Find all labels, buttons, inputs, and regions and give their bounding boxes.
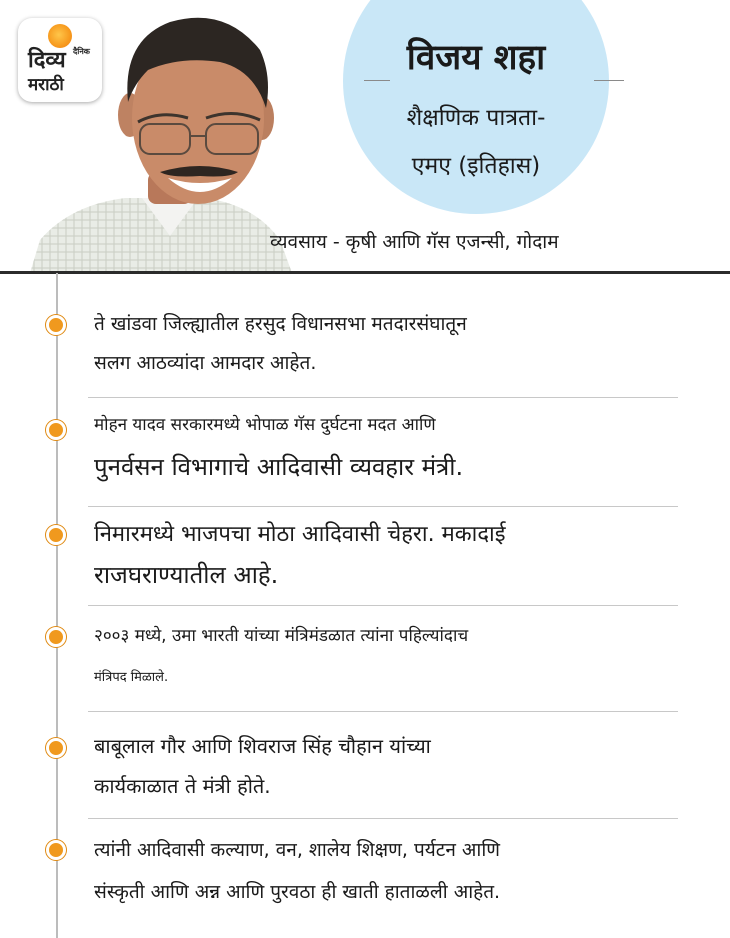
header-divider: [0, 271, 730, 274]
item-separator: [88, 397, 678, 398]
bullet-dot-icon: [46, 627, 66, 647]
timeline-item-line1: ते खांडवा जिल्ह्यातील हरसुद विधानसभा मतदारसंघातून: [94, 313, 467, 335]
timeline-item-line2: राजघराण्यातील आहे.: [94, 561, 279, 589]
timeline-item-line2: पुनर्वसन विभागाचे आदिवासी व्यवहार मंत्री.: [94, 453, 464, 481]
profile-header: [0, 0, 730, 273]
timeline-item-line1: निमारमध्ये भाजपचा मोठा आदिवासी चेहरा. मकादाई: [94, 522, 506, 547]
timeline-item-line2: मंत्रिपद मिळाले.: [94, 670, 169, 685]
education-label: शैक्षणिक पात्रता-: [406, 105, 546, 131]
timeline-item: [0, 607, 730, 712]
logo-line2: मराठी: [28, 75, 64, 95]
timeline-item: [0, 712, 730, 820]
bullet-dot-icon: [46, 525, 66, 545]
timeline-item: [0, 400, 730, 510]
logo-line1: दिव्य: [28, 48, 66, 73]
timeline-item-line2: सलग आठव्यांदा आमदार आहेत.: [94, 352, 317, 374]
timeline-item-line2: संस्कृती आणि अन्न आणि पुरवठा ही खाती हाताळली आहेत.: [94, 881, 501, 903]
timeline-item-line1: त्यांनी आदिवासी कल्याण, वन, शालेय शिक्षण, पर्यटन आणि: [94, 839, 501, 861]
portrait-photo: [30, 0, 300, 273]
timeline-item: [0, 300, 730, 400]
item-separator: [88, 818, 678, 819]
bullet-dot-icon: [46, 840, 66, 860]
timeline-item-line1: बाबूलाल गौर आणि शिवराज सिंह चौहान यांच्या: [94, 734, 431, 758]
education-value: एमए (इतिहास): [411, 153, 541, 179]
item-separator: [88, 506, 678, 507]
person-name: विजय शहा: [406, 38, 546, 78]
occupation-text: व्यवसाय - कृषी आणि गॅस एजन्सी, गोदाम: [270, 231, 559, 253]
timeline-item-line2: कार्यकाळात ते मंत्री होते.: [94, 774, 271, 798]
name-rule-right: [594, 80, 624, 81]
bullet-dot-icon: [46, 738, 66, 758]
name-rule-left: [364, 80, 390, 81]
timeline-item: [0, 510, 730, 607]
timeline-item: [0, 820, 730, 938]
logo-small-text: दैनिक: [73, 47, 90, 56]
item-separator: [88, 605, 678, 606]
bullet-dot-icon: [46, 315, 66, 335]
bullet-dot-icon: [46, 420, 66, 440]
timeline-item-line1: मोहन यादव सरकारमध्ये भोपाळ गॅस दुर्घटना मदत आणि: [94, 415, 436, 435]
timeline-item-line1: २००३ मध्ये, उमा भारती यांच्या मंत्रिमंडळात त्यांना पहिल्यांदाच: [94, 626, 469, 646]
